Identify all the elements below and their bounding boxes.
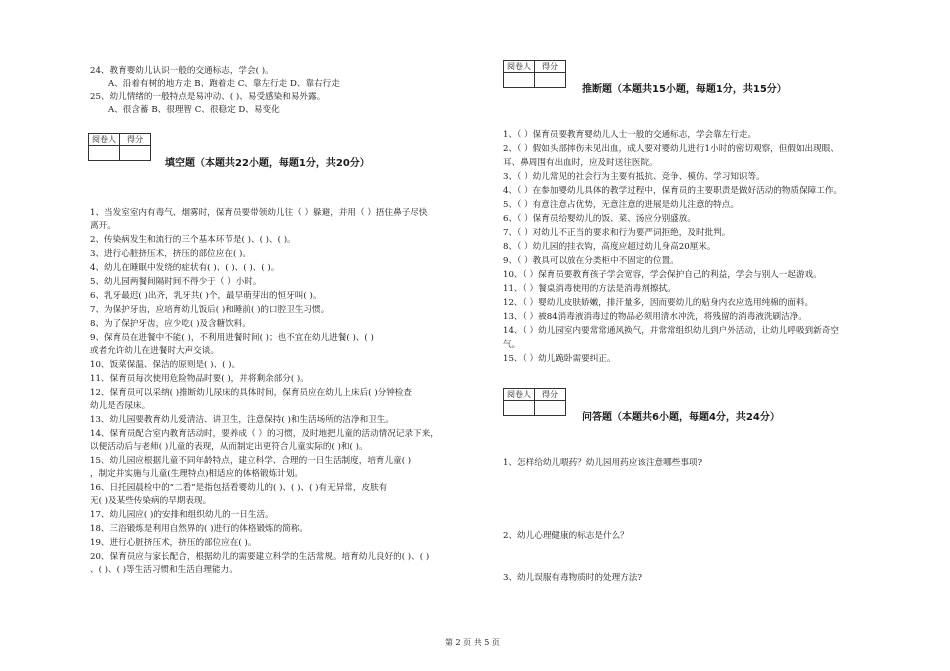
fill-question-line: 13、幼儿园要教育幼儿爱清洁、讲卫生，注意保持( )和生活场所的洁净和卫生。 xyxy=(90,415,394,425)
reviewer-label: 阅卷人 xyxy=(504,61,535,73)
fill-question-line: 离开。 xyxy=(90,221,116,231)
judge-question-line: 2、（ ）假如头部摔伤未见出血，成人要对婴幼儿进行1小时的密切观察，但假如出现眼、 xyxy=(503,144,839,154)
judge-question-line: 1、（ ）保育员要教育婴幼儿人士一般的交通标志，学会靠左行走。 xyxy=(503,130,757,140)
judge-question-line: 13、（ ）被84消毒液消毒过的物品必须用清水冲洗，将残留的消毒液洗刷洁净。 xyxy=(503,312,807,322)
score-label: 得分 xyxy=(535,61,566,73)
fill-section-title: 填空题（本题共22小题，每题1分，共20分） xyxy=(165,158,370,169)
judge-question-line: 5、（ ）有意注意占优势，无意注意的进展是幼儿注意的特点。 xyxy=(503,200,739,210)
fill-question-line: 9、保育员在进餐中不能( )，不利用进餐时间( )；也不宜在幼儿进餐( )、( ) xyxy=(90,333,374,343)
fill-question-line: 17、幼儿园应( )的安排和组织幼儿的一日生活。 xyxy=(90,510,274,520)
fill-question-line: 、( )、( )等生活习惯和生活自理能力。 xyxy=(90,565,238,575)
fill-question-line: 幼儿是否尿床。 xyxy=(90,401,151,411)
judge-question-line: 10、（ ）保育员要教育孩子学会宽容，学会保护自己的利益，学会与别人一起游戏。 xyxy=(503,270,822,280)
question-line: A、沿着有树的地方走 B、跑着走 C、靠左行走 D、靠右行走 xyxy=(108,79,340,89)
fill-question-line: 14、保育员配合室内教育活动时，要养成（ ）的习惯，及时地把儿童的活动情况记录下来， xyxy=(90,429,439,439)
fill-question-line: 4、幼儿在睡眠中发绕的症状有( )、( )、( )、( )。 xyxy=(90,263,280,273)
score-label: 得分 xyxy=(120,134,151,146)
qa-question-line: 1、怎样给幼儿喂药？幼儿园用药应该注意哪些事项? xyxy=(503,458,703,468)
fill-question-line: 7、为保护牙齿，应培育幼儿饭后( )和睡前( )的口腔卫生习惯。 xyxy=(90,305,330,315)
fill-question-line: 16、日托园晨检中的“二看”是指包括看婴幼儿的( )、( )、( )有无异常，皮肤有 xyxy=(90,483,388,493)
judge-question-line: 气。 xyxy=(503,340,521,350)
reviewer-label: 阅卷人 xyxy=(504,389,535,401)
qa-score-box xyxy=(503,388,566,416)
fill-question-line: 以便活动后与老师( )儿童的表现，从而制定出更符合儿童实际的( )和( )。 xyxy=(90,442,368,452)
question-line: A、很含蓄 B、很理智 C、很稳定 D、易变化 xyxy=(108,105,280,115)
judge-question-line: 3、（ ）幼儿常见的社会行为主要有抵抗、竞争、模仿、学习知识等。 xyxy=(503,172,765,182)
judge-question-line: 6、（ ）保育员给婴幼儿的饭、菜、汤应分别盛放。 xyxy=(503,214,696,224)
judge-question-line: 4、（ ）在参加婴幼儿具体的教学过程中，保育员的主要职责是做好活动的物质保障工作。 xyxy=(503,186,843,196)
fill-question-line: 8、为了保护牙齿，应少吃( )及含糖饮料。 xyxy=(90,319,251,329)
question-line: 25、幼儿情绪的一般特点是易冲动、( )、易受感染和易外露。 xyxy=(90,92,326,102)
score-label: 得分 xyxy=(535,389,566,401)
judge-section-title: 推断题（本题共15小题，每题1分，共15分） xyxy=(582,84,787,95)
judge-score-box xyxy=(503,60,566,88)
fill-question-line: 3、进行心脏挤压术，挤压的部位应在( )。 xyxy=(90,249,251,259)
page-footer: 第 2 页 共 5 页 xyxy=(445,638,500,647)
judge-question-line: 11、（ ）餐桌消毒使用的方法是消毒剂擦拭。 xyxy=(503,284,676,294)
fill-question-line: 无( )及某些传染病的早期表现。 xyxy=(90,496,212,506)
qa-section-title: 问答题（本题共6小题，每题4分，共24分） xyxy=(582,412,780,423)
judge-question-line: 14、（ ）幼儿园室内要常常通风换气，并常常组织幼儿到户外活动，让幼儿呼吸到新奇空 xyxy=(503,326,839,336)
fill-question-line: 18、三浴锻炼是利用自然界的( )进行的体格锻炼的简称。 xyxy=(90,524,309,534)
fill-question-line: ，制定并实施与儿童(生理特点)相适应的体格锻炼计划。 xyxy=(90,469,303,479)
judge-question-line: 耳、鼻周围有出血时，应及时送往医院。 xyxy=(503,158,658,168)
fill-score-box xyxy=(88,133,151,161)
qa-question-line: 2、幼儿心理健康的标志是什么？ xyxy=(503,531,629,541)
fill-question-line: 2、传染病发生和流行的三个基本环节是( )、( )、( )。 xyxy=(90,235,296,245)
fill-question-line: 10、饭菜保温、保洁的原则是( )、( )。 xyxy=(90,360,241,370)
fill-question-line: 1、当发室室内有毒气、烟雾时，保育员要带领幼儿往（ ）躲避，并用（ ）捂住鼻子尽快 xyxy=(90,208,428,218)
judge-question-line: 8、（ ）幼儿园的挂衣钩，高度应超过幼儿身高20厘米。 xyxy=(503,242,716,252)
question-line: 24、教育婴幼儿认识一般的交通标志，学会( )。 xyxy=(90,66,274,76)
judge-question-line: 12、（ ）婴幼儿皮肤娇嫩，排汗量多，因而要幼儿的贴身内衣应选用纯棉的面料。 xyxy=(503,298,814,308)
judge-question-line: 15、（ ）幼儿跪卧需要纠正。 xyxy=(503,354,616,364)
fill-question-line: 19、进行心脏挤压术，挤压的部位应在( )。 xyxy=(90,538,257,548)
fill-question-line: 5、幼儿园两餐间隔时间不得少于（ ）小时。 xyxy=(90,277,262,287)
qa-question-line: 3、幼儿误服有毒物质时的处理方法? xyxy=(503,573,642,583)
reviewer-label: 阅卷人 xyxy=(89,134,120,146)
fill-question-line: 11、保育员每次使用危险物品时要( )，并将剩余部分( )。 xyxy=(90,374,309,384)
judge-question-line: 7、（ ）对幼儿不正当的要求和行为要严词拒绝，及时批判。 xyxy=(503,228,731,238)
fill-question-line: 12、保育员可以采纳( )推断幼儿尿床的具体时间，保育员应在幼儿上床后( )分钟检查 xyxy=(90,388,412,398)
fill-question-line: 或者允许幼儿在进餐时大声交谈。 xyxy=(90,346,219,356)
fill-question-line: 20、保育员应与家长配合，根据幼儿的需要建立科学的生活常规。培育幼儿良好的( )、( ) xyxy=(90,552,430,562)
fill-question-line: 6、乳牙最迟( )出齐，乳牙共( )个，最早萌芽出的恒牙叫( )。 xyxy=(90,291,322,301)
judge-question-line: 9、（ ）教具可以放在分类柜中不固定的位置。 xyxy=(503,256,679,266)
fill-question-line: 15、幼儿园应根据儿童不同年龄特点，建立科学、合理的一日生活制度，培育儿童( ) xyxy=(90,456,412,466)
